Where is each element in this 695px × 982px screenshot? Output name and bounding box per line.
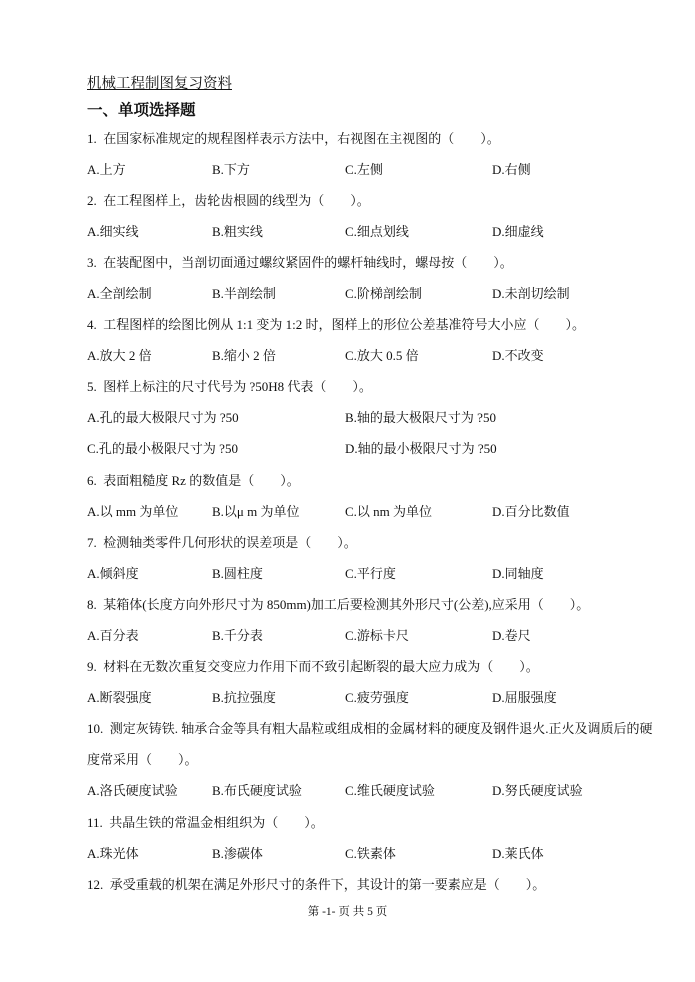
options-row <box>87 838 665 869</box>
page-footer: 第 -1- 页 共 5 页 <box>307 906 388 918</box>
option-a: A.倾斜度 <box>87 565 139 581</box>
option-c: C.阶梯剖绘制 <box>345 285 422 301</box>
option-c: C.维氏硬度试验 <box>345 783 435 799</box>
option-d: D.细虚线 <box>492 223 544 239</box>
option-c: C.疲劳强度 <box>345 690 409 706</box>
option-c: C.放大 0.5 倍 <box>345 348 419 364</box>
option-a: A.百分表 <box>87 628 139 643</box>
option-c: C.以 nm 为单位 <box>345 503 433 519</box>
question-text: 7. 检测轴类零件几何形状的误差项是（ ）。 <box>87 534 357 550</box>
option-b: B.千分表 <box>212 628 263 643</box>
document-title: 机械工程制图复习资料 <box>87 76 232 92</box>
options-row <box>87 340 665 371</box>
option-d: D.百分比数值 <box>492 503 570 519</box>
option-d: D.右侧 <box>492 161 531 177</box>
option-a: A.以 mm 为单位 <box>87 503 179 519</box>
option-d: D.卷尺 <box>492 628 531 643</box>
option-c: C.细点划线 <box>345 223 409 239</box>
option-d: D.不改变 <box>492 348 544 364</box>
options-row <box>87 496 665 527</box>
options-row <box>87 278 665 309</box>
option-c: C.左侧 <box>345 161 383 177</box>
question-text: 4. 工程图样的绘图比例从 1:1 变为 1:2 时，图样上的形位公差基准符号大小应（ ）。 <box>87 317 585 333</box>
option-a: A.洛氏硬度试验 <box>87 783 178 799</box>
question-text: 9. 材料在无数次重复交变应力作用下而不致引起断裂的最大应力成为（ ）。 <box>87 659 539 675</box>
option-d: D.未剖切绘制 <box>492 285 570 301</box>
option-b: B.渗碳体 <box>212 845 263 861</box>
option-c: C.铁素体 <box>345 845 396 861</box>
options-row <box>87 620 665 651</box>
option-a: A.上方 <box>87 161 126 177</box>
option-d: D.努氏硬度试验 <box>492 783 583 799</box>
question-text: 12. 承受重载的机架在满足外形尺寸的条件下，其设计的第一要素应是（ ）。 <box>87 876 546 892</box>
options-row <box>87 775 665 806</box>
option-b: B.下方 <box>212 161 250 177</box>
question-text: 8. 某箱体(长度方向外形尺寸为 850mm)加工后要检测其外形尺寸(公差),应采用（ ）。 <box>87 596 590 612</box>
option-b: B.抗拉强度 <box>212 690 276 706</box>
option-b: B.布氏硬度试验 <box>212 783 302 799</box>
question-text: 5. 图样上标注的尺寸代号为 ?50H8 代表（ ）。 <box>87 379 372 395</box>
option-d: D.轴的最小极限尺寸为 ?50 <box>345 441 497 457</box>
question-text: 2. 在工程图样上，齿轮齿根圆的线型为（ ）。 <box>87 192 370 208</box>
option-a: A.断裂强度 <box>87 690 152 706</box>
options-row <box>87 558 665 589</box>
options-row <box>87 154 665 185</box>
option-c: C.游标卡尺 <box>345 628 409 643</box>
option-a: A.细实线 <box>87 223 139 239</box>
option-a: A.放大 2 倍 <box>87 348 152 364</box>
question-text: 11. 共晶生铁的常温金相组织为（ ）。 <box>87 814 324 830</box>
options-row <box>87 216 665 247</box>
question-text: 1. 在国家标准规定的规程图样表示方法中，右视图在主视图的（ ）。 <box>87 130 500 146</box>
question-text: 10. 测定灰铸铁. 轴承合金等具有粗大晶粒或组成相的金属材料的硬度及钢件退火.正火及调质后的硬度常采用（ ）。 <box>87 721 653 768</box>
option-b: B.半剖绘制 <box>212 285 276 301</box>
question-text: 6. 表面粗糙度 Rz 的数值是（ ）。 <box>87 472 300 488</box>
question-list <box>87 123 665 900</box>
option-a: A.孔的最大极限尺寸为 ?50 <box>87 410 239 426</box>
options-row <box>87 402 665 433</box>
section-heading: 一、单项选择题 <box>87 101 196 119</box>
option-b: B.粗实线 <box>212 223 263 239</box>
option-b: B.缩小 2 倍 <box>212 348 276 364</box>
option-a: A.珠光体 <box>87 845 139 861</box>
option-b: B.圆柱度 <box>212 565 263 581</box>
option-c: C.平行度 <box>345 565 396 581</box>
option-d: D.屈服强度 <box>492 690 557 706</box>
option-d: D.莱氏体 <box>492 845 544 861</box>
option-b: B.以μ m 为单位 <box>212 503 300 519</box>
option-c: C.孔的最小极限尺寸为 ?50 <box>87 441 238 457</box>
question-text: 3. 在装配图中，当剖切面通过螺纹紧固件的螺杆轴线时，螺母按（ ）。 <box>87 254 513 270</box>
option-d: D.同轴度 <box>492 565 544 581</box>
option-a: A.全剖绘制 <box>87 285 152 301</box>
options-row <box>87 682 665 713</box>
option-b: B.轴的最大极限尺寸为 ?50 <box>345 410 496 426</box>
options-row <box>87 433 665 464</box>
